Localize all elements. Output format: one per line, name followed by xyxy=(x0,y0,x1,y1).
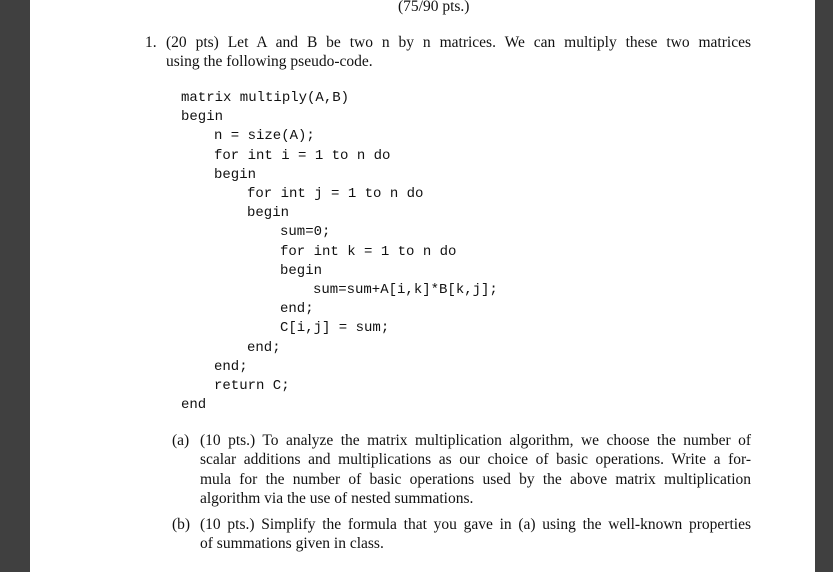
code-line: begin xyxy=(247,205,290,222)
code-line: C[i,j] = sum; xyxy=(280,320,390,337)
part-text-line: mula for the number of basic operations used by the above matrix multiplication xyxy=(200,470,751,488)
part-label: (a) xyxy=(172,432,190,449)
code-line: begin xyxy=(280,262,323,279)
score-header: (75/90 pts.) xyxy=(398,0,470,15)
part-text-line: algorithm via the use of nested summations. xyxy=(200,489,474,507)
code-line: sum=0; xyxy=(280,224,331,241)
problem-text-line: using the following pseudo-code. xyxy=(166,53,373,70)
problem-text-line: (20 pts) Let A and B be two n by n matrices. We can multiply these two matrices xyxy=(166,34,751,51)
part-text-line: (10 pts.) To analyze the matrix multiplication algorithm, we choose the number of xyxy=(200,432,751,449)
problem-number: 1. xyxy=(145,34,157,51)
code-line: end xyxy=(181,397,207,414)
code-line: begin xyxy=(214,166,257,183)
code-line: end; xyxy=(280,301,314,318)
code-line: sum=sum+A[i,k]*B[k,j]; xyxy=(313,282,498,298)
code-line: n = size(A); xyxy=(214,128,315,145)
part-text-line: of summations given in class. xyxy=(200,535,384,553)
part-label: (b) xyxy=(172,516,191,533)
code-line: for int i = 1 to n do xyxy=(214,147,391,164)
part-text-line: scalar additions and multiplications as our choice of basic operations. Write a for- xyxy=(200,451,751,469)
code-line: end; xyxy=(214,358,248,375)
part-text-line: (10 pts.) Simplify the formula that you gave in (a) using the well-known properties xyxy=(200,516,751,533)
code-line: matrix multiply(A,B) xyxy=(181,90,350,106)
code-line: begin xyxy=(181,109,224,126)
code-line: for int j = 1 to n do xyxy=(247,186,424,202)
code-line: for int k = 1 to n do xyxy=(280,243,457,260)
code-line: return C; xyxy=(214,378,290,394)
code-line: end; xyxy=(247,339,281,356)
document-page xyxy=(30,0,815,572)
